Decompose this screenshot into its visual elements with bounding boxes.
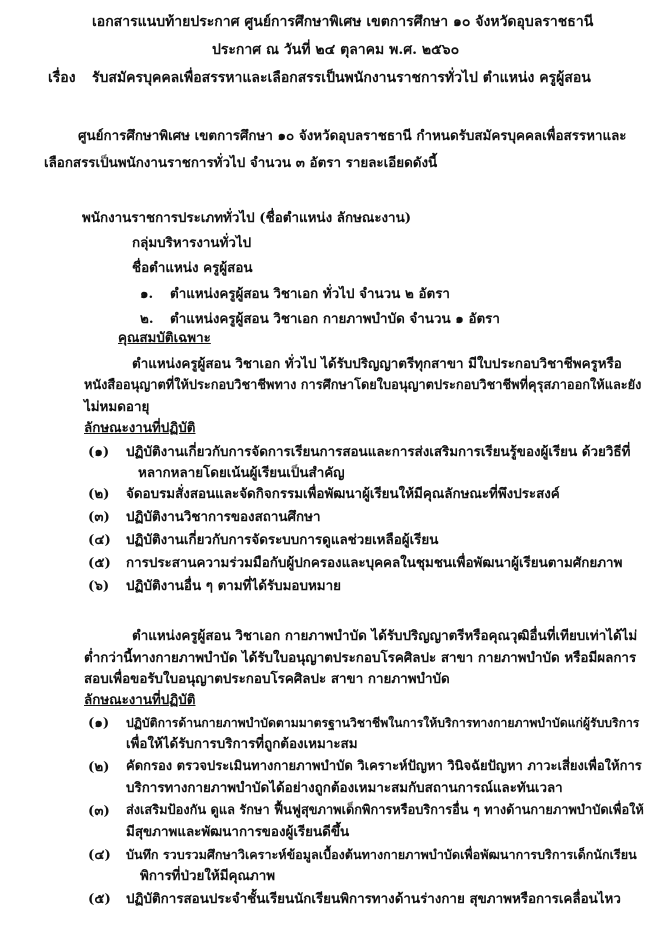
- duty-text-cont: บริการทางกายภาพบำบัดได้อย่างถูกต้องเหมาะสมกับสถานการณ์และทันเวลา: [126, 780, 563, 796]
- duty-num: (๔): [88, 847, 111, 863]
- position-name: ชื่อตำแหน่ง ครูผู้สอน: [132, 260, 253, 276]
- qualification-line: สอบเพื่อขอรับใบอนุญาตประกอบโรคศิลปะ สาขา กายภาพบำบัด: [84, 671, 450, 687]
- duty-text-cont: เพื่อให้ได้รับการบริการที่ถูกต้องเหมาะสม: [126, 736, 358, 752]
- duty-text: ปฏิบัติการด้านกายภาพบำบัดตามมาตรฐานวิชาชีพในการให้บริการทางกายภาพบำบัดแก่ผู้รับบริการ: [126, 716, 640, 730]
- duty-num: (๔): [88, 532, 111, 548]
- qualification-line: ไม่หมดอายุ: [84, 399, 150, 415]
- duty-text-cont: หลากหลายโดยเน้นผู้เรียนเป็นสำคัญ: [138, 465, 345, 481]
- duties-heading: ลักษณะงานที่ปฏิบัติ: [84, 420, 196, 436]
- subject-label: เรื่อง: [48, 70, 76, 86]
- intro-line-1: ศูนย์การศึกษาพิเศษ เขตการศึกษา ๑๐ จังหวัดอุบลราชธานี กำหนดรับสมัครบุคคลเพื่อสรรหาและ: [78, 128, 627, 144]
- duty-num: (๖): [88, 578, 110, 594]
- qualification-heading: คุณสมบัติเฉพาะ: [118, 330, 211, 346]
- qualification-line: ตำแหน่งครูผู้สอน วิชาเอก ทั่วไป ได้รับปริญญาตรีทุกสาขา มีใบประกอบวิชาชีพครูหรือ: [132, 356, 622, 372]
- duty-text: ปฏิบัติงานอื่น ๆ ตามที่ได้รับมอบหมาย: [126, 578, 341, 594]
- qualification-line: หนังสืออนุญาตที่ให้ประกอบวิชาชีพทาง การศึกษาโดยใบอนุญาตประกอบวิชาชีพที่คุรุสภาออกให้และยัง: [84, 378, 642, 393]
- duty-text: ปฏิบัติงานเกี่ยวกับการจัดระบบการดูแลช่วยเหลือผู้เรียน: [126, 532, 439, 548]
- duty-num: (๒): [88, 759, 110, 775]
- duty-num: (๑): [88, 444, 110, 460]
- position-group: กลุ่มบริหารงานทั่วไป: [132, 235, 252, 251]
- duty-text-cont: พิการที่ป่วยให้มีคุณภาพ: [140, 868, 276, 884]
- position-item-num: ๑.: [140, 286, 154, 302]
- duty-text: ส่งเสริมป้องกัน ดูแล รักษา ฟื้นฟูสุขภาพเด็กพิการหรือบริการอื่น ๆ ทางด้านกายภาพบำบัดเพื่อให้: [126, 803, 644, 818]
- duty-text: ปฏิบัติการสอนประจำชั้นเรียนนักเรียนพิการทางด้านร่างกาย สุขภาพหรือการเคลื่อนไหว: [126, 891, 621, 907]
- qualification-line: ตำแหน่งครูผู้สอน วิชาเอก กายภาพบำบัด ได้รับปริญญาตรีหรือคุณวุฒิอื่นที่เทียบเท่าได้ไม่: [132, 628, 638, 644]
- duty-num: (๕): [88, 555, 111, 571]
- position-type: พนักงานราชการประเภททั่วไป (ชื่อตำแหน่ง ลักษณะงาน): [82, 210, 412, 226]
- duty-num: (๓): [88, 509, 110, 525]
- position-item-text: ตำแหน่งครูผู้สอน วิชาเอก ทั่วไป จำนวน ๒ อัตรา: [170, 286, 450, 302]
- duties-heading: ลักษณะงานที่ปฏิบัติ: [84, 692, 196, 708]
- duty-text: ปฏิบัติงานเกี่ยวกับการจัดการเรียนการสอนและการส่งเสริมการเรียนรู้ของผู้เรียน ด้วยวิธีที่: [126, 444, 631, 460]
- subject-text: รับสมัครบุคคลเพื่อสรรหาและเลือกสรรเป็นพนักงานราชการทั่วไป ตำแหน่ง ครูผู้สอน: [92, 70, 591, 86]
- duty-text: จัดอบรมสั่งสอนและจัดกิจกรรมเพื่อพัฒนาผู้เรียนให้มีคุณลักษณะที่พึงประสงค์: [126, 486, 560, 502]
- intro-line-2: เลือกสรรเป็นพนักงานราชการทั่วไป จำนวน ๓ อัตรา รายละเอียดดังนี้: [44, 155, 438, 171]
- qualification-line: ต่ำกว่านี้ทางกายภาพบำบัด ได้รับใบอนุญาตประกอบโรคศิลปะ สาขา กายภาพบำบัด หรือมีผลการ: [84, 650, 637, 666]
- duty-num: (๕): [88, 891, 111, 907]
- duty-text: บันทึก รวบรวมศึกษาวิเคราะห์ข้อมูลเบื้องต้นทางกายภาพบำบัดเพื่อพัฒนาการบริการเด็กนักเรียน: [126, 847, 637, 862]
- duty-num: (๒): [88, 486, 110, 502]
- duty-text: คัดกรอง ตรวจประเมินทางกายภาพบำบัด วิเคราะห์ปัญหา วินิจฉัยปัญหา ภาวะเสี่ยงเพื่อให้การ: [126, 759, 642, 774]
- position-item-text: ตำแหน่งครูผู้สอน วิชาเอก กายภาพบำบัด จำนวน ๑ อัตรา: [170, 311, 500, 327]
- duty-text: ปฏิบัติงานวิชาการของสถานศึกษา: [126, 509, 321, 525]
- header-line-1: เอกสารแนบท้ายประกาศ ศูนย์การศึกษาพิเศษ เขตการศึกษา ๑๐ จังหวัดอุบลราชธานี: [92, 14, 594, 30]
- header-line-2: ประกาศ ณ วันที่ ๒๔ ตุลาคม พ.ศ. ๒๕๖๐: [212, 42, 460, 58]
- duty-text-cont: มีสุขภาพและพัฒนาการของผู้เรียนดีขึ้น: [126, 824, 350, 840]
- duty-num: (๓): [88, 803, 110, 819]
- duty-text: การประสานความร่วมมือกับผู้ปกครองและบุคคลในชุมชนเพื่อพัฒนาผู้เรียนตามศักยภาพ: [126, 555, 623, 571]
- position-item-num: ๒.: [140, 311, 154, 327]
- duty-num: (๑): [88, 715, 110, 731]
